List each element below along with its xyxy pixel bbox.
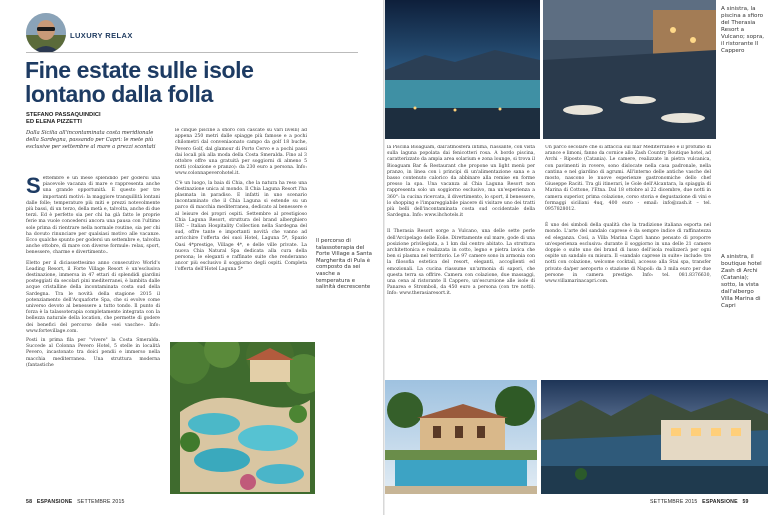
magazine-name-left: ESPANSIONE: [36, 499, 73, 505]
page-number-right: 59: [742, 499, 749, 505]
paragraph-chia-cont: la Piscina Bioaguam, dall'atmosfera intima, riassante, con vista sulla laguna popolata dai fenicotteri rosa. A bordo piscina, caratterizzato da ampia area solarium e zona lounge, si trova il Bioaguam Bar & Restaurant che propone un light menù per pranzo, in linea con i principi di un'alimentazione sana e a basso contenuto calorico da abbinare alla remise en forme presso la spa. Una vacanza al Chia Laguna Resort non rappresenta solo un soggiorno esclusivo, ma un'esperienza a 360°: la cucina ricercata, il divertimento, lo sport, il benessere, lo shopping e l'impareggiabile piacere di visitare uno dei tratti più belli dell'incontaminata costa sud occidentale della Sardegna. Info: www.ihchotels.it: [387, 145, 535, 219]
paragraph-therasia: Il Therasia Resort sorge a Vulcano, una delle sette perle dell'Arcipelago delle Eolie. Direttamente sul mare, gode di una posizione privilegiata, a 1 km dal centro abitato. La struttura architettonica e realizzata in cotto, legno e pietra lavica che ben si plasma nel territorio. Le 97 camere sono in armonia con la filosofia estetica del resort, eleganti, accoglienti ed emozionali. La cucina riassume un'armonia di sapori, che questa terra sa offrire. Camera con colazione, due massaggi, una cena al ristorante Il Cappero, un'escursione alle isole di Panarea e Stromboli, da 450 euro a persona (con tre notti). Info: www.therasiaresort.it.: [387, 229, 535, 297]
right-column-1: [387, 145, 535, 377]
drop-cap: S: [26, 176, 41, 198]
paragraph-villa-marina: È uno dei simboli della qualità che la tradizione italiana esporta nel mondo. L'arte del sandalo caprese è da sempre indice di raffinatezza ed eleganza. Così, a Villa Marina Capri hanno pensato di proporre un'esperienza esclusiva: durante il soggiorno in una delle 21 camere doppie o suite uno dei brand di lusso dell'isola realizzerà per ogni ospite un sandalo su misura. Il «sandalo caprese in suite» include: tre notti con colazione, welcome cocktail, accesso alla Stai spa, transfer privato da/per aeroporto o stazione di Napoli: da 3 mila euro per due persone in camera prestige. Info: tel. 081.8376630, www.villamarinacapri.com.: [545, 223, 711, 285]
issue-date-left: SETTEMBRE 2015: [77, 499, 125, 505]
left-page: [0, 0, 383, 515]
caption-therasia: A sinistra, la piscina a sfioro del Therasia Resort a Vulcano; sopra, il ristorante Il Cappero: [721, 6, 765, 54]
lead-paragraph: Dalla Sicilia all'incontaminata costa meridionale della Sardegna, passando per Capri: le mete più esclusive per settembre al mare a prezzi scontati: [26, 130, 156, 150]
right-column-2: [545, 145, 711, 377]
caption-forte-village: Il percorso di talassoterapia del Forte Village a Santa Margherita di Pula è composto da sei vasche a temperatura e salinità decrescente: [316, 238, 372, 291]
caption-zash: A sinistra, il boutique hotel Zash di Archi (Catania); sotto, la vista dall'albergo Villa Marina di Capri: [721, 254, 762, 309]
magazine-name-right: ESPANSIONE: [702, 499, 738, 505]
zash-hotel-photo: [385, 380, 537, 494]
issue-date-right: SETTEMBRE 2015: [650, 499, 698, 505]
byline-line-1: STEFANO PASSAQUINDICI: [26, 112, 101, 118]
section-label: LUXURY RELAX: [70, 31, 133, 40]
therasia-pool-photo: [385, 0, 540, 139]
villa-marina-capri-photo: [541, 380, 768, 494]
paragraph-colonna-pevero: Posti in prima fila per "vivere" la Costa Smeralda. Succede al Colonna Pevero Hotel, 5 stelle in località Pevero, incastonato tra doici pendii e immerso nella macchia mediterranea. Una struttura moderna (fantastiche: [26, 338, 160, 368]
left-column-2: [175, 128, 307, 340]
page-number-left: 58: [26, 499, 33, 505]
headline-line-2: lontano dalla folla: [25, 81, 213, 107]
paragraph-chia-laguna: C'è un luogo, la baia di Chia, che la natura ha reso una destinazione unica al mondo. Il Chia Laguna Resort l'ha plasmata in paradiso. E infatti in uno scenario incontaminato che il Chia Laguna si estende su un parco di macchia mediterranea, dedicato al benessere e al leisure dei propri ospiti. Settembre al prestigioso Chia Laguna Resort, struttura del brand alberghiero IHC – Italian Hospitality Collection nella Sardegna del sud, offre tante e importanti novità che vanno ad arricchire l'offerta dei suoi Hotel, Laguna 5*, Spazio Oasi 4*prestige, Village 4*, e delle ville private. La nuova Chia Natural Spa dedicata alla cura della persona; le eleganti e raffinate suite che renderanno ancor più esclusivo il soggiorno degli ospiti. Completa l'offerta dell'Hotel Laguna 5*: [175, 180, 307, 273]
paragraph-forte-village: Eletto per il diciassettesimo anno consecutivo World's Leading Resort, il Forte Village Resort è un'esclusiva destinazione, immersa in 47 ettari di splendidi giardini posteggiati da secolari pini mediterranei, è lambita dalle acque cristalline della incontaminata costa sud della Sardegna. Tra le novità della stagione 2015 il potenziamento dell'Acquaforte Spa, che si evolve come universo devoto al benessere a tutto tondo. Il punto di forza è la talassoterapia completamente integrata con la bellezza naturale della location, che permette di godere dei benefici del percorso delle «sei vasche». Info: www.fortevillage.com.: [26, 260, 160, 334]
paragraph-colonna-cont: le cinque piscine a sfioro con cascate su vari livelli) ad appena 250 metri dalle spiagge più famose e a pochi chilometri dal conveniaonato campo da golf 18 buche, Pevero Golf, dal glamour di Porto Cervo e a pochi passi dai locali più alla moda della Costa Smeralda. Fino al 3 ottobre offre una gratuità per soggiorni di almeno 5 notti (colazione e pranzo): da 230 euro a persona. Info: www.colonnapeverohotel.it.: [175, 128, 307, 177]
forte-village-photo: [170, 342, 315, 494]
paragraph-intro: Settembre è un mese splendido per godersi una piacevole vacanza di mare e rappresenta anche una grande opportunità. E questo per tre importanti motivi: la maggiore tranquillità lontani dalle folle; temperature più miti e prezzi notevolmente più bassi, di un terzo, della metà e, talvolta, anche di due terzi. Ed è perfetto sia per chi ha già fatto le proprie ferie ma vuole concedersi ancora una pausa con l'ultimo sole prima di rientrare nella normale routine, sia per chi ha dovuto rinunciare per qualsiasi motivo alle vacanze. Ecco qualche spunto per godersi un settembre e, talvolta anche ottobre, di mare con diverse formule: relax, sport, benessere, charme e divertimento..: [26, 176, 160, 256]
headline-line-1: Fine estate sulle isole: [25, 57, 254, 83]
author-avatar: [26, 13, 66, 53]
left-column-1: [26, 176, 160, 494]
byline: [26, 112, 101, 126]
folio-right: [650, 499, 749, 505]
section-rule: [26, 52, 358, 53]
headline: [25, 58, 365, 106]
byline-line-2: ED ELENA PIZZETTI: [26, 119, 82, 125]
folio-left: [26, 499, 125, 505]
paragraph-zash: Un parco secolare che si affaccia sul mar Mediterraneo e il profumo di arance e limoni, fanno da cornice allo Zash Country Boutique hotel, ad Archi - Riposto (Catania). Le camere, realizzate in pietra vulcanica, con pavimenti in rovere, sono dislocate nella casa padronale, nella cantina e nel giardino di agrumi. All'interno delle antiche vasche del mosto, nascono le nuove esperienze gastronomiche dello chef Giuseppe Raciti. Tra gli itinerari, le Gole dell'Alcantara, la spiaggia di Marina di Cottone, l'Etna. Dal 18 ottobre al 22 dicembre, due notti in camera superior, prima colazione, corso storia e degustazione di vini e formaggi siciliani 4uq, 400 euro - email: info@zash.it – tel. 0957828012.: [545, 145, 711, 213]
il-cappero-photo: [543, 0, 716, 139]
right-page: [385, 0, 768, 515]
